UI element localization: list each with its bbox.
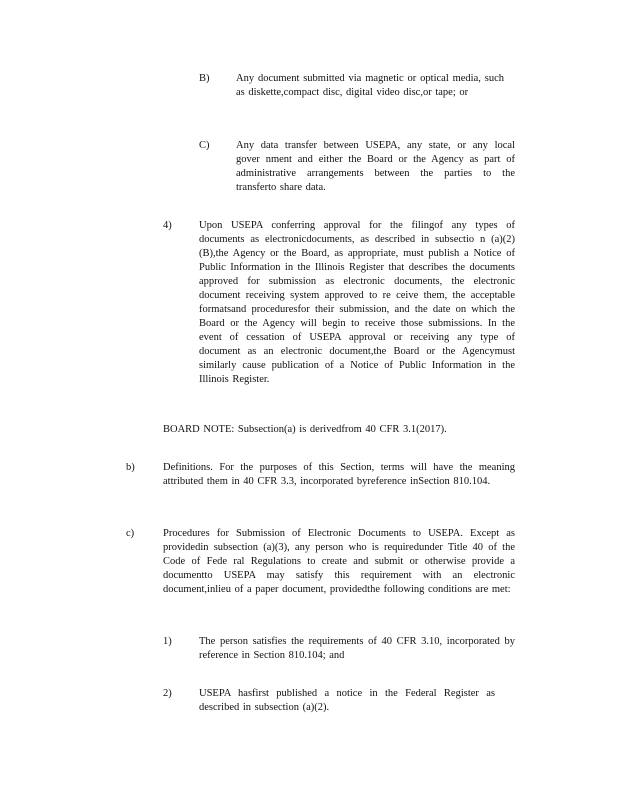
board-note-text: BOARD NOTE: Subsection(a) is derivedfrom 40 CFR 3.1(2017). xyxy=(163,424,447,435)
item-label: b) xyxy=(126,462,135,473)
item-label: C) xyxy=(199,140,210,151)
item-text: Procedures for Submission of Electronic Documents to USEPA. Except as providedin subsection (a)(3), any person who is requiredunder Title 40 of the Code of Fede ral Regulations to create and submit or otherwise provide a documentto USEPA may satisfy this requirement with an electronic document,inlieu of a paper document, providedthe following conditions are met: xyxy=(163,528,515,595)
item-text: Definitions. For the purposes of this Section, terms will have the meaning attributed them in 40 CFR 3.3, incorporated byreference inSection 810.104. xyxy=(163,462,515,487)
item-label: 4) xyxy=(163,220,172,231)
item-label: B) xyxy=(199,73,210,84)
item-text: Any data transfer between USEPA, any state, or any local gover nment and either the Board or the Agency as part of administrative arrangements between the parties to the transferto share data. xyxy=(236,140,515,193)
item-text: USEPA hasfirst published a notice in the Federal Register as described in subsection (a)(2). xyxy=(199,688,495,713)
item-label: 2) xyxy=(163,688,172,699)
item-label: c) xyxy=(126,528,135,539)
item-label: 1) xyxy=(163,636,172,647)
item-text: Upon USEPA conferring approval for the filingof any types of documents as electronicdocuments, as described in subsectio n (a)(2)(B),the Agency or the Board, as appropriate, must publish a Notice of Public Information in the Illinois Register that describes the documents approved for submission as electronic documents, the electronic document receiving system approved to re ceive them, the acceptable formatsand proceduresfor their submission, and the date on which the Board or the Agency will begin to receive those submissions. In the event of cessation of USEPA approval or receiving any type of document as an electronic document,the Board or the Agencymust similarly cause publication of a Notice of Public Information in the Illinois Register. xyxy=(199,220,515,385)
item-text: Any document submitted via magnetic or optical media, such as diskette,compact disc, digital video disc,or tape; or xyxy=(236,73,504,98)
item-text: The person satisfies the requirements of 40 CFR 3.10, incorporated by reference in Section 810.104; and xyxy=(199,636,515,661)
